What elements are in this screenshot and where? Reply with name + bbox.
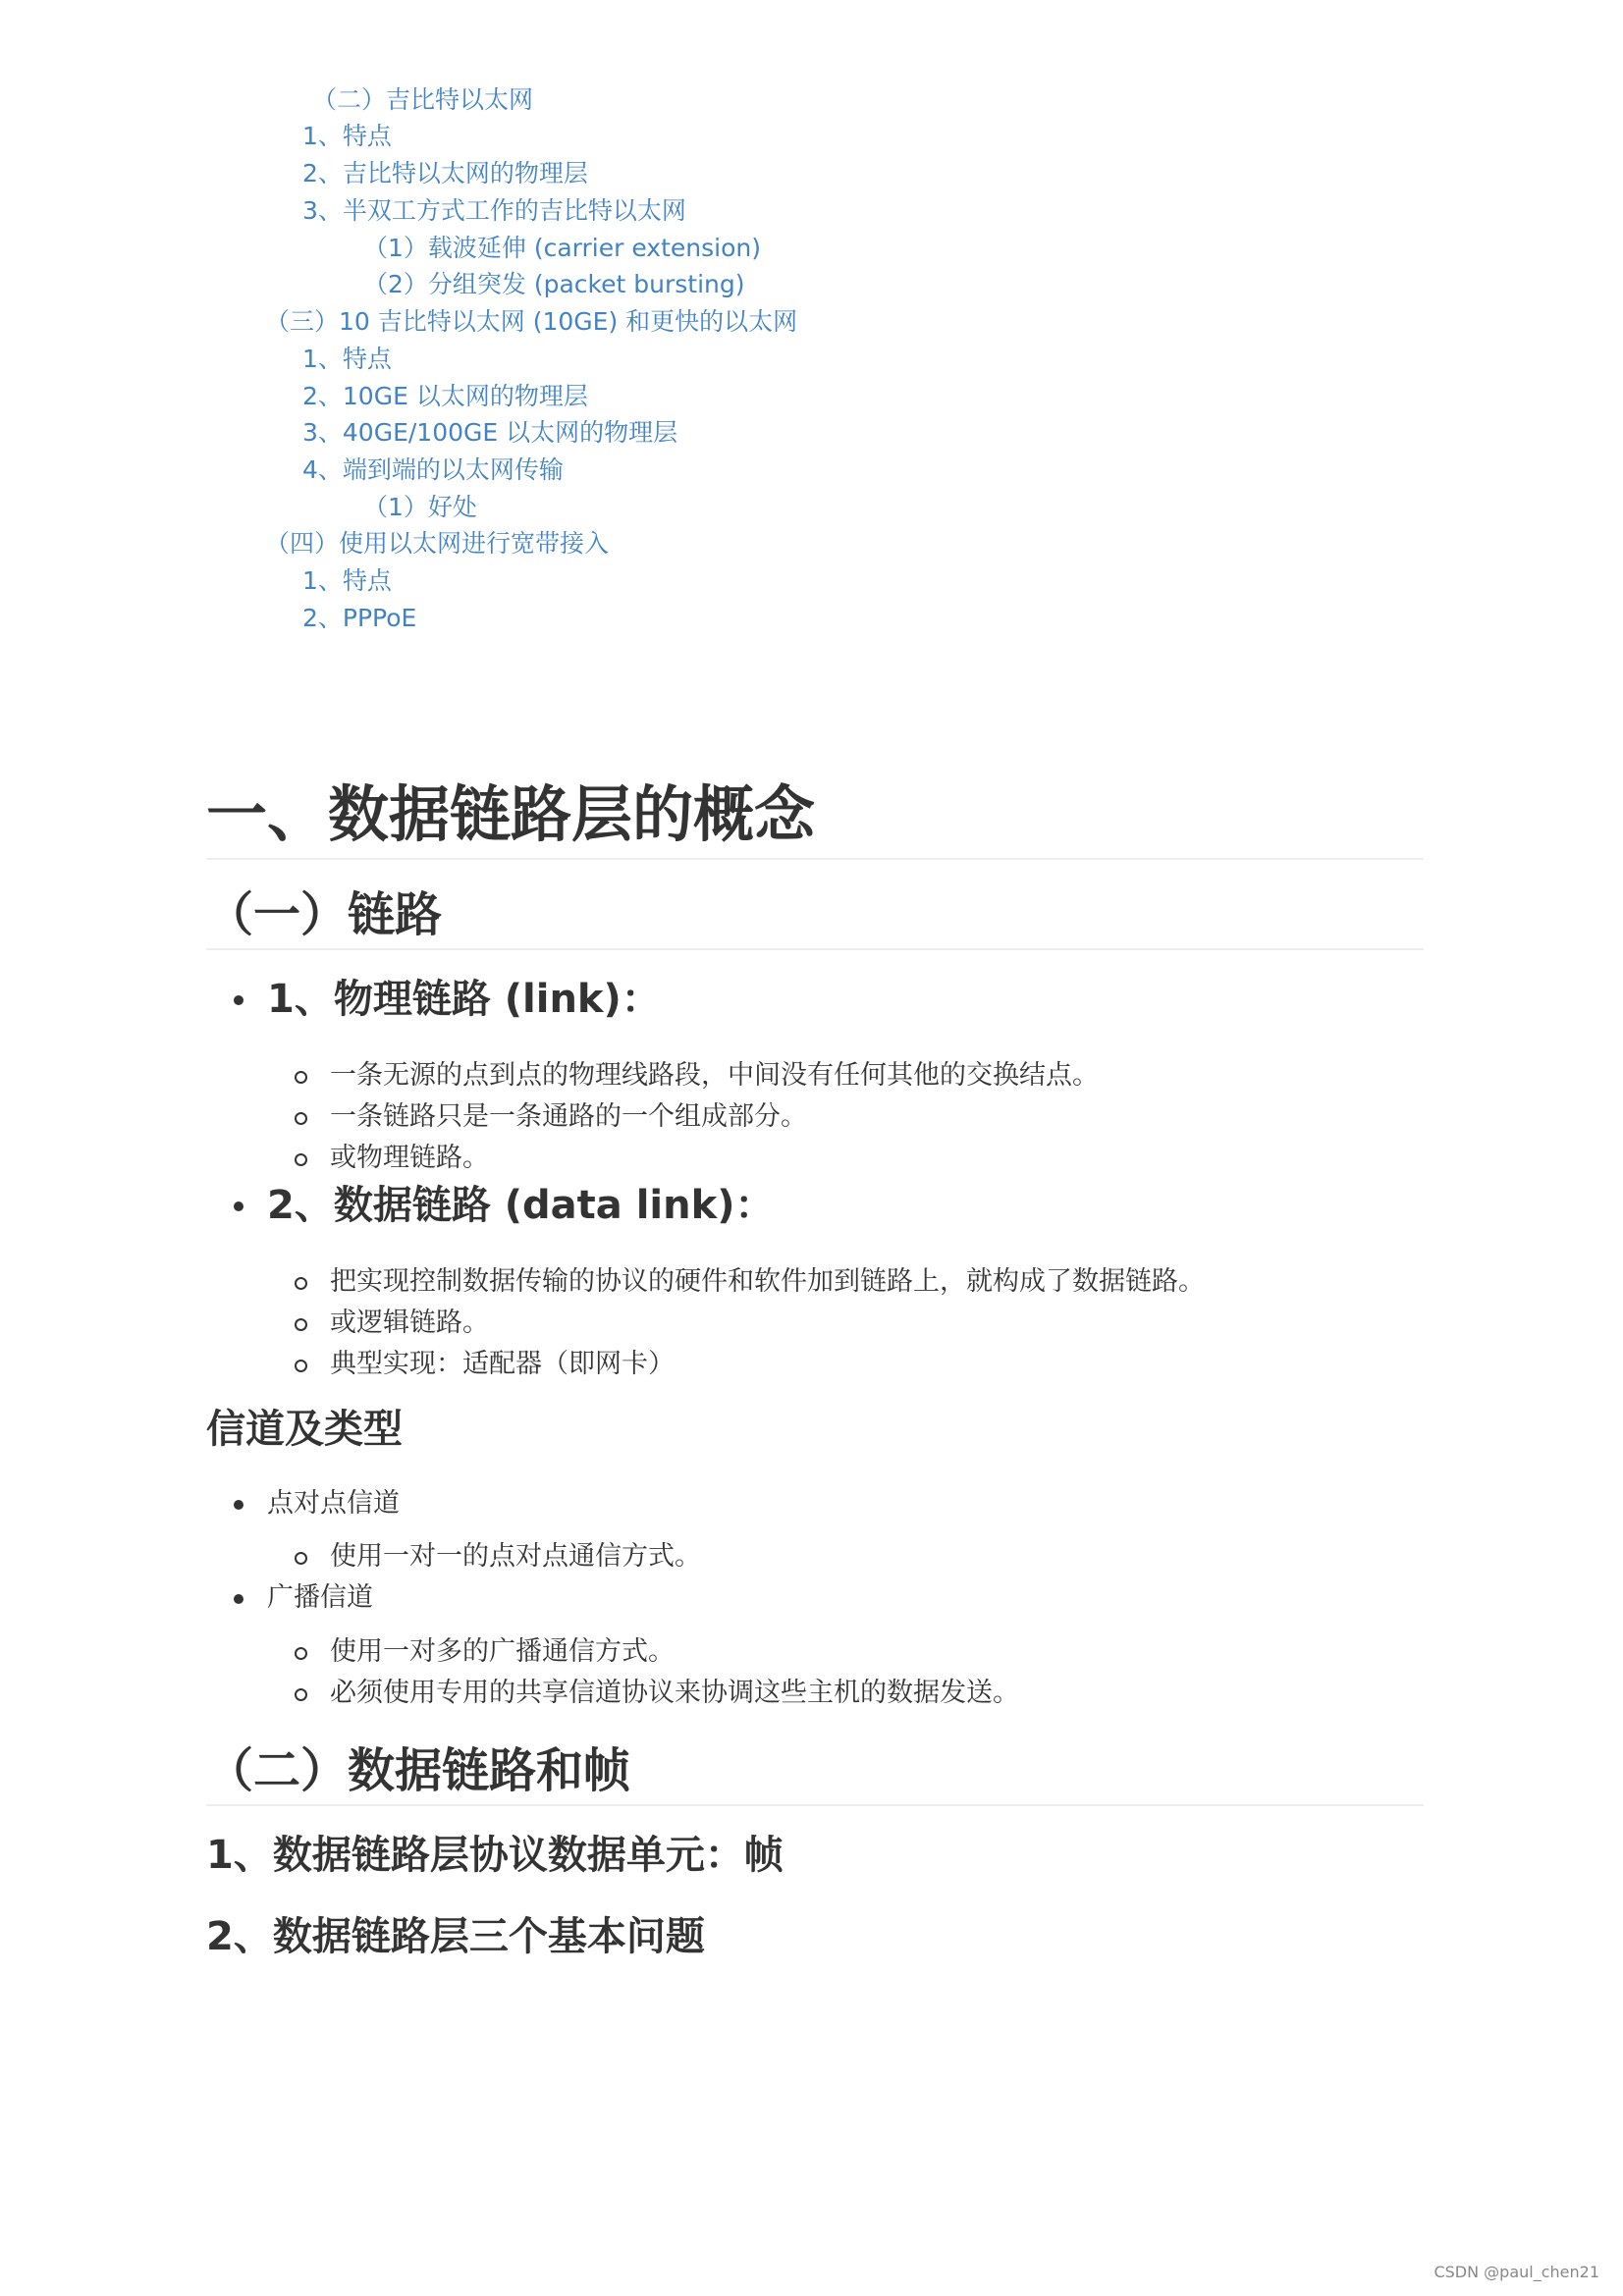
bullet-icon	[234, 995, 243, 1005]
toc-link[interactable]: 1、特点	[302, 345, 392, 373]
toc-link[interactable]: （2）分组突发 (packet bursting)	[363, 270, 745, 298]
watermark-footer: CSDN @paul_chen21	[1434, 2263, 1599, 2281]
toc-link[interactable]: （四）使用以太网进行宽带接入	[265, 529, 610, 558]
bullet-icon	[234, 1201, 243, 1211]
table-of-contents	[0, 0, 1623, 648]
toc-link[interactable]: （1）载波延伸 (carrier extension)	[363, 234, 761, 262]
bullet-icon	[234, 1500, 243, 1510]
list-item-text: 典型实现：适配器（即网卡）	[330, 1349, 675, 1379]
list-item-text: 必须使用专用的共享信道协议来协调这些主机的数据发送。	[330, 1678, 1019, 1708]
toc-link[interactable]: 3、40GE/100GE 以太网的物理层	[302, 418, 678, 447]
page-title: 一、数据链路层的概念	[206, 775, 1424, 860]
circle-bullet-icon	[295, 1360, 307, 1372]
circle-bullet-icon	[295, 1153, 307, 1166]
subheading-frame-unit: 1、数据链路层协议数据单元：帧	[206, 1833, 784, 1878]
circle-bullet-icon	[295, 1318, 307, 1331]
toc-link[interactable]: 3、半双工方式工作的吉比特以太网	[302, 196, 686, 225]
list-item-title: 广播信道	[267, 1582, 373, 1613]
list-item-text: 或物理链路。	[330, 1143, 489, 1173]
bullet-icon	[234, 1594, 243, 1604]
subheading-basic-problems: 2、数据链路层三个基本问题	[206, 1914, 705, 1959]
toc-link[interactable]: 2、PPPoE	[302, 604, 417, 632]
list-item-text: 或逻辑链路。	[330, 1308, 489, 1338]
circle-bullet-icon	[295, 1277, 307, 1290]
toc-link[interactable]: 4、端到端的以太网传输	[302, 455, 564, 484]
list-item-title: 1、物理链路 (link)：	[267, 977, 661, 1022]
toc-link[interactable]: 2、吉比特以太网的物理层	[302, 159, 588, 187]
list-item-text: 使用一对多的广播通信方式。	[330, 1636, 675, 1667]
section-heading-channel: 信道及类型	[206, 1407, 403, 1452]
toc-link[interactable]: 1、特点	[302, 122, 392, 150]
toc-link[interactable]: （三）10 吉比特以太网 (10GE) 和更快的以太网	[265, 307, 798, 336]
circle-bullet-icon	[295, 1552, 307, 1565]
circle-bullet-icon	[295, 1071, 307, 1084]
list-item-title: 点对点信道	[267, 1488, 400, 1519]
list-item-text: 把实现控制数据传输的协议的硬件和软件加到链路上，就构成了数据链路。	[330, 1266, 1205, 1297]
circle-bullet-icon	[295, 1688, 307, 1701]
toc-link[interactable]: （二）吉比特以太网	[312, 85, 534, 114]
list-item-text: 一条链路只是一条通路的一个组成部分。	[330, 1101, 807, 1132]
list-item-title: 2、数据链路 (data link)：	[267, 1183, 775, 1228]
list-item-text: 一条无源的点到点的物理线路段，中间没有任何其他的交换结点。	[330, 1060, 1099, 1091]
section-heading-link: （一）链路	[206, 883, 1424, 950]
toc-link[interactable]: 1、特点	[302, 566, 392, 595]
list-item-text: 使用一对一的点对点通信方式。	[330, 1541, 701, 1572]
circle-bullet-icon	[295, 1647, 307, 1660]
toc-link[interactable]: （1）好处	[363, 493, 477, 521]
circle-bullet-icon	[295, 1112, 307, 1125]
toc-link[interactable]: 2、10GE 以太网的物理层	[302, 382, 588, 410]
section-heading-frame: （二）数据链路和帧	[206, 1739, 1424, 1806]
